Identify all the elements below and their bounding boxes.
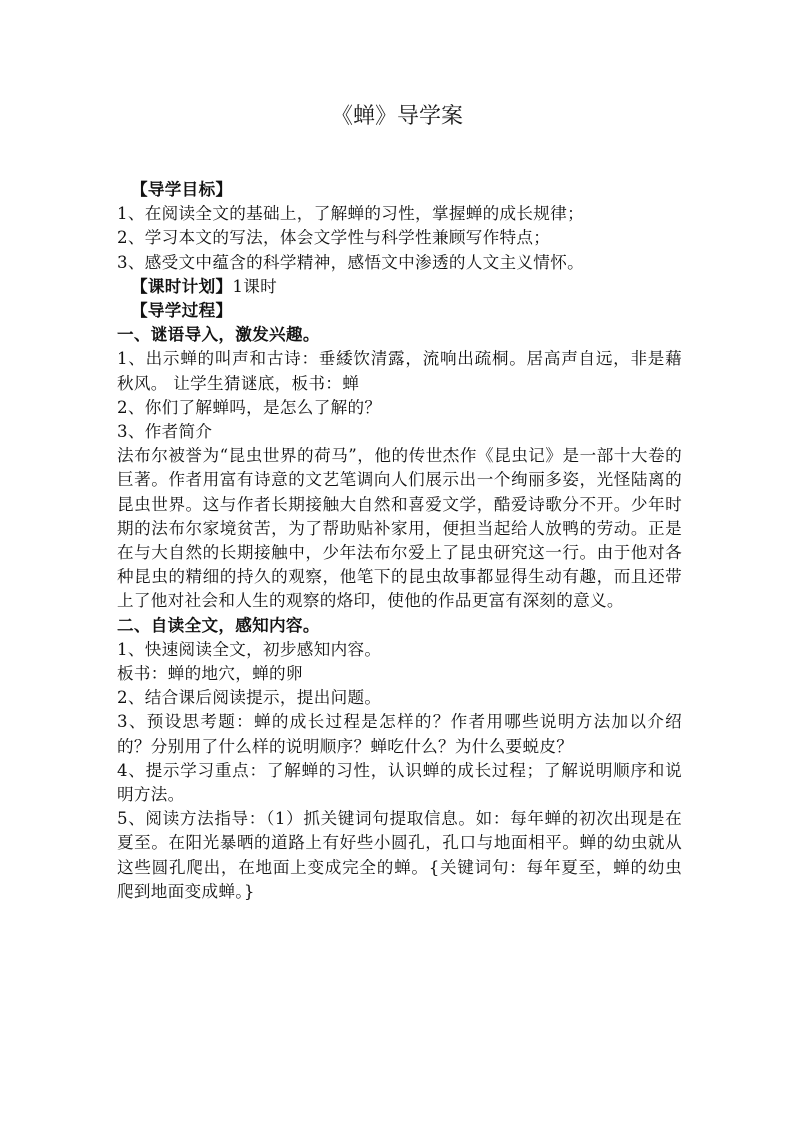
goal-item-2: 2、学习本文的写法，体会文学性与科学性兼顾写作特点； (117, 228, 551, 248)
process-heading: 【导学过程】 (131, 301, 233, 321)
section2-paragraph: 4、提示学习重点：了解蝉的习性，认识蝉的成长过程；了解说明顺序和说明方法。 (117, 760, 682, 805)
section2-heading: 二、自读全文，感知内容。 (117, 615, 320, 635)
goal-item-1: 1、在阅读全文的基础上，了解蝉的习性，掌握蝉的成长规律； (117, 204, 584, 224)
page-title: 《蝉》导学案 (330, 104, 463, 129)
author-intro-paragraph: 法布尔被誉为“昆虫世界的荷马”，他的传世杰作《昆虫记》是一部十大卷的巨著。作者用富有诗意的文艺笔调向人们展示出一个绚丽多姿，光怪陆离的昆虫世界。这与作者长期接触大自然和喜爱文学，酷爱诗歌分不开。少年时期的法布尔家境贫苦，为了帮助贴补家用，便担当起给人放鸭的劳动。正是在与大自然的长期接触中，少年法布尔爱上了昆虫研究这一行。由于他对各种昆虫的精细的持久的观察，他笔下的昆虫故事都显得生动有趣，而且还带上了他对社会和人生的观察的烙印，使他的作品更富有深刻的意义。 (117, 446, 682, 611)
section2-paragraph: 板书：蝉的地穴，蝉的卵 (117, 664, 303, 684)
goals-heading: 【导学目标】 (131, 180, 233, 199)
section2-paragraph: 1、快速阅读全文，初步感知内容。 (117, 639, 382, 659)
section2-paragraph: 3、预设思考题：蝉的成长过程是怎样的？作者用哪些说明方法加以介绍的？分别用了什么样的说明顺序？蝉吃什么？为什么要蜕皮？ (117, 712, 682, 756)
plan-line (117, 275, 682, 299)
section1-heading: 一、谜语导入，激发兴趣。 (117, 325, 320, 345)
section2-paragraph: 5、阅读方法指导：（1）抓关键词句提取信息。如：每年蝉的初次出现是在夏至。在阳光暴晒的道路上有好些小圆孔，孔口与地面相平。蝉的幼虫就从这些圆孔爬出，在地面上变成完全的蝉。{关键词句：每年夏至，蝉的幼虫爬到地面变成蝉。} (117, 809, 682, 901)
section1-paragraph: 1、出示蝉的叫声和古诗：垂緌饮清露，流响出疏桐。居高声自远，非是藉秋风。 让学生猜谜底，板书：蝉 (117, 349, 682, 393)
plan-heading: 【课时计划】 (131, 276, 233, 296)
section1-paragraph: 2、你们了解蝉吗，是怎么了解的？ (117, 397, 382, 417)
section2-paragraph: 2、结合课后阅读提示，提出问题。 (117, 688, 382, 708)
section1-paragraph: 3、作者简介 (117, 422, 213, 442)
plan-value: 1课时 (232, 276, 278, 296)
goal-item-3: 3、感受文中蕴含的科学精神，感悟文中渗透的人文主义情怀。 (117, 252, 584, 272)
document-body (117, 178, 682, 904)
